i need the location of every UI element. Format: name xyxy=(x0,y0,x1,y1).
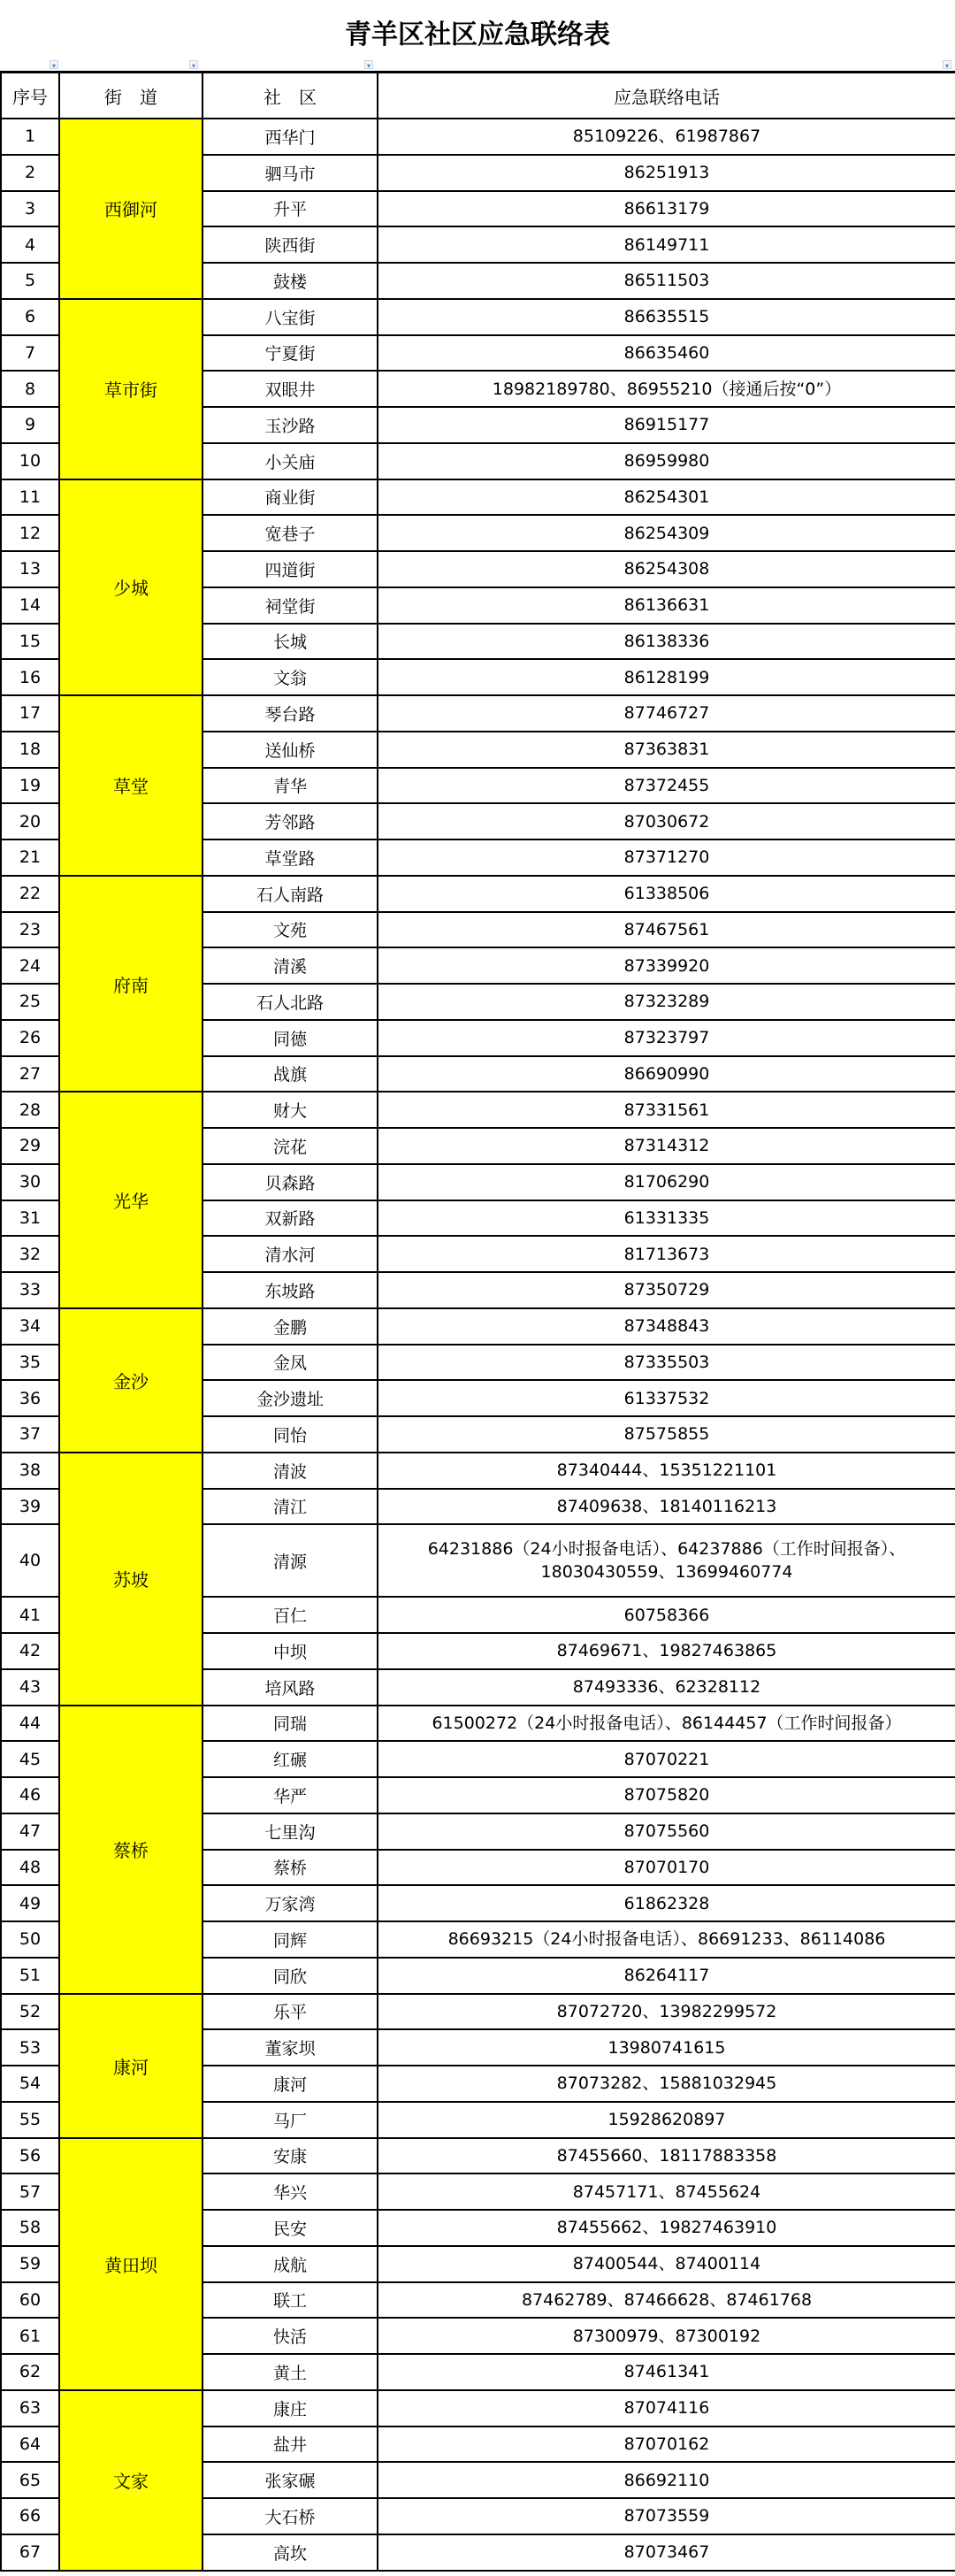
row-index: 27 xyxy=(1,1056,59,1092)
row-index: 49 xyxy=(1,1885,59,1921)
phone-cell: 87340444、15351221101 xyxy=(378,1453,955,1489)
row-index: 30 xyxy=(1,1164,59,1200)
phone-cell: 86690990 xyxy=(378,1056,955,1092)
row-index: 56 xyxy=(1,2138,59,2174)
phone-cell: 81706290 xyxy=(378,1164,955,1200)
community-cell: 中坝 xyxy=(202,1633,378,1669)
table-row xyxy=(1,876,955,912)
phone-cell: 87335503 xyxy=(378,1345,955,1381)
table-row xyxy=(1,1706,955,1742)
phone-cell: 86136631 xyxy=(378,587,955,624)
row-index: 39 xyxy=(1,1489,59,1525)
community-cell: 浣花 xyxy=(202,1128,378,1164)
community-cell: 乐平 xyxy=(202,1994,378,2030)
phone-cell: 13980741615 xyxy=(378,2029,955,2066)
community-cell: 联工 xyxy=(202,2282,378,2319)
row-index: 4 xyxy=(1,226,59,263)
phone-cell: 87457171、87455624 xyxy=(378,2174,955,2210)
row-index: 37 xyxy=(1,1416,59,1453)
row-index: 21 xyxy=(1,840,59,876)
phone-cell: 87409638、18140116213 xyxy=(378,1489,955,1525)
row-index: 41 xyxy=(1,1597,59,1633)
phone-cell: 87339920 xyxy=(378,947,955,984)
community-cell: 石人南路 xyxy=(202,876,378,912)
row-index: 55 xyxy=(1,2102,59,2138)
row-index: 46 xyxy=(1,1777,59,1813)
header-community: 社 区 xyxy=(202,73,378,119)
phone-cell: 87331561 xyxy=(378,1092,955,1128)
community-cell: 驷马市 xyxy=(202,155,378,191)
contact-table xyxy=(0,72,955,2572)
row-index: 3 xyxy=(1,191,59,227)
phone-cell: 87348843 xyxy=(378,1308,955,1345)
community-cell: 金鹏 xyxy=(202,1308,378,1345)
row-index: 36 xyxy=(1,1380,59,1416)
row-index: 65 xyxy=(1,2462,59,2498)
community-cell: 培风路 xyxy=(202,1669,378,1706)
table-body xyxy=(1,119,955,2571)
phone-cell: 87074116 xyxy=(378,2390,955,2426)
community-cell: 石人北路 xyxy=(202,984,378,1020)
row-index: 12 xyxy=(1,515,59,551)
community-cell: 民安 xyxy=(202,2210,378,2246)
phone-cell: 81713673 xyxy=(378,1236,955,1272)
row-index: 23 xyxy=(1,912,59,948)
phone-cell: 86254308 xyxy=(378,551,955,587)
street-name-cell: 府南 xyxy=(59,876,202,1092)
community-cell: 马厂 xyxy=(202,2102,378,2138)
community-cell: 宽巷子 xyxy=(202,515,378,551)
street-name-cell: 西御河 xyxy=(59,119,202,299)
phone-cell: 86138336 xyxy=(378,624,955,660)
row-index: 44 xyxy=(1,1706,59,1742)
row-index: 33 xyxy=(1,1272,59,1308)
row-index: 24 xyxy=(1,947,59,984)
community-cell: 文苑 xyxy=(202,912,378,948)
row-index: 47 xyxy=(1,1813,59,1850)
row-index: 40 xyxy=(1,1524,59,1597)
phone-cell: 87030672 xyxy=(378,803,955,840)
community-cell: 金凤 xyxy=(202,1345,378,1381)
row-index: 66 xyxy=(1,2498,59,2534)
row-index: 29 xyxy=(1,1128,59,1164)
row-index: 10 xyxy=(1,443,59,479)
community-cell: 青华 xyxy=(202,768,378,804)
community-cell: 文翁 xyxy=(202,659,378,695)
table-row xyxy=(1,2390,955,2426)
row-index: 32 xyxy=(1,1236,59,1272)
phone-cell: 61337532 xyxy=(378,1380,955,1416)
row-index: 6 xyxy=(1,299,59,335)
filter-dropdown-icon[interactable]: ▾ xyxy=(943,60,951,69)
row-index: 57 xyxy=(1,2174,59,2210)
community-cell: 金沙遗址 xyxy=(202,1380,378,1416)
phone-cell: 86511503 xyxy=(378,263,955,299)
community-cell: 华严 xyxy=(202,1777,378,1813)
phone-cell: 87314312 xyxy=(378,1128,955,1164)
row-index: 15 xyxy=(1,624,59,660)
phone-cell: 87462789、87466628、87461768 xyxy=(378,2282,955,2319)
row-index: 48 xyxy=(1,1850,59,1886)
phone-cell: 87323289 xyxy=(378,984,955,1020)
row-index: 26 xyxy=(1,1020,59,1056)
row-index: 67 xyxy=(1,2534,59,2571)
phone-cell: 86613179 xyxy=(378,191,955,227)
phone-cell: 87073559 xyxy=(378,2498,955,2534)
phone-cell: 87467561 xyxy=(378,912,955,948)
community-cell: 双眼井 xyxy=(202,371,378,407)
row-index: 14 xyxy=(1,587,59,624)
community-cell: 高坎 xyxy=(202,2534,378,2571)
phone-cell: 87075820 xyxy=(378,1777,955,1813)
filter-strip xyxy=(0,58,955,71)
table-row xyxy=(1,299,955,335)
phone-cell: 85109226、61987867 xyxy=(378,119,955,155)
table-row xyxy=(1,1994,955,2030)
phone-cell: 60758366 xyxy=(378,1597,955,1633)
phone-cell: 87400544、87400114 xyxy=(378,2246,955,2282)
phone-cell: 87350729 xyxy=(378,1272,955,1308)
phone-cell: 87469671、19827463865 xyxy=(378,1633,955,1669)
phone-cell: 87073467 xyxy=(378,2534,955,2571)
phone-cell: 87575855 xyxy=(378,1416,955,1453)
row-index: 53 xyxy=(1,2029,59,2066)
phone-cell: 87073282、15881032945 xyxy=(378,2066,955,2102)
header-phone: 应急联络电话 xyxy=(378,73,955,119)
phone-cell: 61500272（24小时报备电话）、86144457（工作时间报备） xyxy=(378,1706,955,1742)
phone-cell: 86264117 xyxy=(378,1958,955,1994)
phone-cell: 86635460 xyxy=(378,335,955,372)
filter-dropdown-icon[interactable]: ▾ xyxy=(189,60,198,69)
phone-cell: 86635515 xyxy=(378,299,955,335)
phone-cell: 86251913 xyxy=(378,155,955,191)
table-row xyxy=(1,119,955,155)
row-index: 45 xyxy=(1,1741,59,1777)
row-index: 43 xyxy=(1,1669,59,1706)
phone-cell: 86959980 xyxy=(378,443,955,479)
community-cell: 同怡 xyxy=(202,1416,378,1453)
community-cell: 清水河 xyxy=(202,1236,378,1272)
row-index: 54 xyxy=(1,2066,59,2102)
community-cell: 东坡路 xyxy=(202,1272,378,1308)
phone-cell: 87455660、18117883358 xyxy=(378,2138,955,2174)
phone-cell: 87070162 xyxy=(378,2426,955,2463)
phone-cell: 87072720、13982299572 xyxy=(378,1994,955,2030)
community-cell: 陕西街 xyxy=(202,226,378,263)
community-cell: 八宝街 xyxy=(202,299,378,335)
community-cell: 快活 xyxy=(202,2318,378,2354)
community-cell: 清江 xyxy=(202,1489,378,1525)
phone-cell: 64231886（24小时报备电话）、64237886（工作时间报备）、18030430559、13699460774 xyxy=(378,1524,955,1597)
table-row xyxy=(1,479,955,516)
phone-cell: 18982189780、86955210（接通后按“0”） xyxy=(378,371,955,407)
row-index: 16 xyxy=(1,659,59,695)
sheet-title xyxy=(0,0,955,72)
community-cell: 成航 xyxy=(202,2246,378,2282)
phone-cell: 87372455 xyxy=(378,768,955,804)
street-name-cell: 黄田坝 xyxy=(59,2138,202,2390)
row-index: 64 xyxy=(1,2426,59,2463)
row-index: 61 xyxy=(1,2318,59,2354)
community-cell: 同瑞 xyxy=(202,1706,378,1742)
community-cell: 长城 xyxy=(202,624,378,660)
community-cell: 芳邻路 xyxy=(202,803,378,840)
street-name-cell: 蔡桥 xyxy=(59,1706,202,1994)
phone-cell: 87455662、19827463910 xyxy=(378,2210,955,2246)
row-index: 50 xyxy=(1,1921,59,1958)
community-cell: 小关庙 xyxy=(202,443,378,479)
community-cell: 西华门 xyxy=(202,119,378,155)
community-cell: 草堂路 xyxy=(202,840,378,876)
row-index: 11 xyxy=(1,479,59,516)
community-cell: 同欣 xyxy=(202,1958,378,1994)
community-cell: 玉沙路 xyxy=(202,407,378,443)
row-index: 2 xyxy=(1,155,59,191)
phone-cell: 87746727 xyxy=(378,695,955,732)
community-cell: 双新路 xyxy=(202,1200,378,1237)
row-index: 52 xyxy=(1,1994,59,2030)
phone-cell: 86693215（24小时报备电话）、86691233、86114086 xyxy=(378,1921,955,1958)
community-cell: 同辉 xyxy=(202,1921,378,1958)
community-cell: 华兴 xyxy=(202,2174,378,2210)
community-cell: 万家湾 xyxy=(202,1885,378,1921)
community-cell: 张家碾 xyxy=(202,2462,378,2498)
street-name-cell: 草堂 xyxy=(59,695,202,876)
row-index: 28 xyxy=(1,1092,59,1128)
community-cell: 黄土 xyxy=(202,2354,378,2390)
phone-cell: 87070170 xyxy=(378,1850,955,1886)
row-index: 19 xyxy=(1,768,59,804)
row-index: 63 xyxy=(1,2390,59,2426)
phone-cell: 15928620897 xyxy=(378,2102,955,2138)
phone-cell: 87461341 xyxy=(378,2354,955,2390)
row-index: 20 xyxy=(1,803,59,840)
street-name-cell: 苏坡 xyxy=(59,1453,202,1706)
community-cell: 蔡桥 xyxy=(202,1850,378,1886)
header-row xyxy=(1,73,955,119)
phone-cell: 61862328 xyxy=(378,1885,955,1921)
community-cell: 红碾 xyxy=(202,1741,378,1777)
community-cell: 董家坝 xyxy=(202,2029,378,2066)
phone-cell: 87371270 xyxy=(378,840,955,876)
community-cell: 康河 xyxy=(202,2066,378,2102)
row-index: 62 xyxy=(1,2354,59,2390)
community-cell: 鼓楼 xyxy=(202,263,378,299)
phone-cell: 87323797 xyxy=(378,1020,955,1056)
row-index: 5 xyxy=(1,263,59,299)
table-row xyxy=(1,2138,955,2174)
street-name-cell: 草市街 xyxy=(59,299,202,479)
community-cell: 清溪 xyxy=(202,947,378,984)
title-text: 青羊区社区应急联络表 xyxy=(345,19,610,50)
table-row xyxy=(1,1453,955,1489)
row-index: 31 xyxy=(1,1200,59,1237)
table-row xyxy=(1,1092,955,1128)
community-cell: 清波 xyxy=(202,1453,378,1489)
community-cell: 琴台路 xyxy=(202,695,378,732)
community-cell: 康庄 xyxy=(202,2390,378,2426)
row-index: 34 xyxy=(1,1308,59,1345)
filter-dropdown-icon[interactable]: ▾ xyxy=(364,60,373,69)
row-index: 35 xyxy=(1,1345,59,1381)
community-cell: 盐井 xyxy=(202,2426,378,2463)
table-row xyxy=(1,1308,955,1345)
row-index: 9 xyxy=(1,407,59,443)
community-cell: 同德 xyxy=(202,1020,378,1056)
filter-dropdown-icon[interactable]: ▾ xyxy=(50,60,58,69)
header-street: 街 道 xyxy=(59,73,202,119)
street-name-cell: 光华 xyxy=(59,1092,202,1308)
community-cell: 百仁 xyxy=(202,1597,378,1633)
community-cell: 贝森路 xyxy=(202,1164,378,1200)
table-row xyxy=(1,695,955,732)
phone-cell: 86254301 xyxy=(378,479,955,516)
community-cell: 宁夏街 xyxy=(202,335,378,372)
row-index: 22 xyxy=(1,876,59,912)
community-cell: 送仙桥 xyxy=(202,732,378,768)
row-index: 18 xyxy=(1,732,59,768)
street-name-cell: 金沙 xyxy=(59,1308,202,1453)
row-index: 17 xyxy=(1,695,59,732)
community-cell: 四道街 xyxy=(202,551,378,587)
row-index: 58 xyxy=(1,2210,59,2246)
phone-cell: 86128199 xyxy=(378,659,955,695)
phone-cell: 87075560 xyxy=(378,1813,955,1850)
community-cell: 财大 xyxy=(202,1092,378,1128)
row-index: 1 xyxy=(1,119,59,155)
row-index: 60 xyxy=(1,2282,59,2319)
row-index: 51 xyxy=(1,1958,59,1994)
phone-cell: 87493336、62328112 xyxy=(378,1669,955,1706)
phone-cell: 86149711 xyxy=(378,226,955,263)
phone-cell: 61338506 xyxy=(378,876,955,912)
phone-cell: 86692110 xyxy=(378,2462,955,2498)
street-name-cell: 少城 xyxy=(59,479,202,696)
phone-cell: 86915177 xyxy=(378,407,955,443)
community-cell: 商业街 xyxy=(202,479,378,516)
row-index: 38 xyxy=(1,1453,59,1489)
community-cell: 七里沟 xyxy=(202,1813,378,1850)
community-cell: 祠堂街 xyxy=(202,587,378,624)
phone-cell: 61331335 xyxy=(378,1200,955,1237)
community-cell: 大石桥 xyxy=(202,2498,378,2534)
phone-cell: 87300979、87300192 xyxy=(378,2318,955,2354)
row-index: 59 xyxy=(1,2246,59,2282)
phone-cell: 87363831 xyxy=(378,732,955,768)
phone-cell: 86254309 xyxy=(378,515,955,551)
row-index: 42 xyxy=(1,1633,59,1669)
street-name-cell: 康河 xyxy=(59,1994,202,2138)
row-index: 7 xyxy=(1,335,59,372)
phone-cell: 87070221 xyxy=(378,1741,955,1777)
community-cell: 战旗 xyxy=(202,1056,378,1092)
community-cell: 安康 xyxy=(202,2138,378,2174)
row-index: 25 xyxy=(1,984,59,1020)
community-cell: 升平 xyxy=(202,191,378,227)
community-cell: 清源 xyxy=(202,1524,378,1597)
street-name-cell: 文家 xyxy=(59,2390,202,2571)
row-index: 8 xyxy=(1,371,59,407)
header-index: 序号 xyxy=(1,73,59,119)
row-index: 13 xyxy=(1,551,59,587)
